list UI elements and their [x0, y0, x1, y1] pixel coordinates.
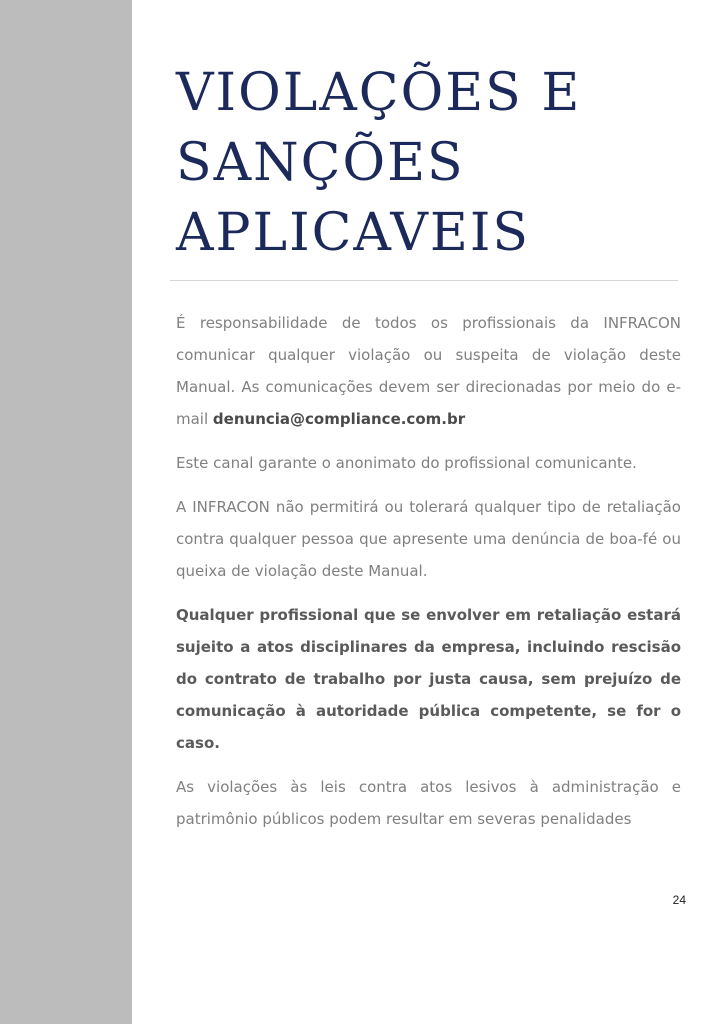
page-number: 24 [672, 893, 686, 907]
report-email: denuncia@compliance.com.br [212, 410, 466, 428]
paragraph-penalties: As violações às leis contra atos lesivos à administração e patrimônio públicos podem resultar em severas penalidades [176, 778, 681, 828]
paragraph-disciplinary-actions: Qualquer profissional que se envolver em retaliação estará sujeito a atos disciplinares da empresa, incluindo rescisão do contrato de trabalho por justa causa, sem prejuízo de comunicação à autoridade pública competente, se for o caso. [176, 606, 681, 752]
section-title [176, 58, 696, 268]
paragraph-anonymity: Este canal garante o anonimato do profissional comunicante. [176, 454, 637, 472]
paragraph-no-retaliation: A INFRACON não permitirá ou tolerará qualquer tipo de retaliação contra qualquer pessoa que apresente uma denúncia de boa-fé ou queixa de violação deste Manual. [176, 498, 681, 580]
paragraph-reporting-responsibility [176, 307, 681, 435]
title-line-2: SANÇÕES [176, 133, 465, 193]
body-text [176, 307, 681, 847]
left-sidebar-band [0, 0, 132, 1024]
title-line-1: VIOLAÇÕES E [176, 63, 582, 123]
title-line-3: APLICAVEIS [176, 203, 531, 263]
title-divider [170, 280, 678, 281]
paragraph-reporting-text: É responsabilidade de todos os profissionais da INFRACON comunicar qualquer violação ou suspeita de violação deste Manual. As comunicações devem ser direcionadas por meio do e-mail [176, 314, 681, 428]
